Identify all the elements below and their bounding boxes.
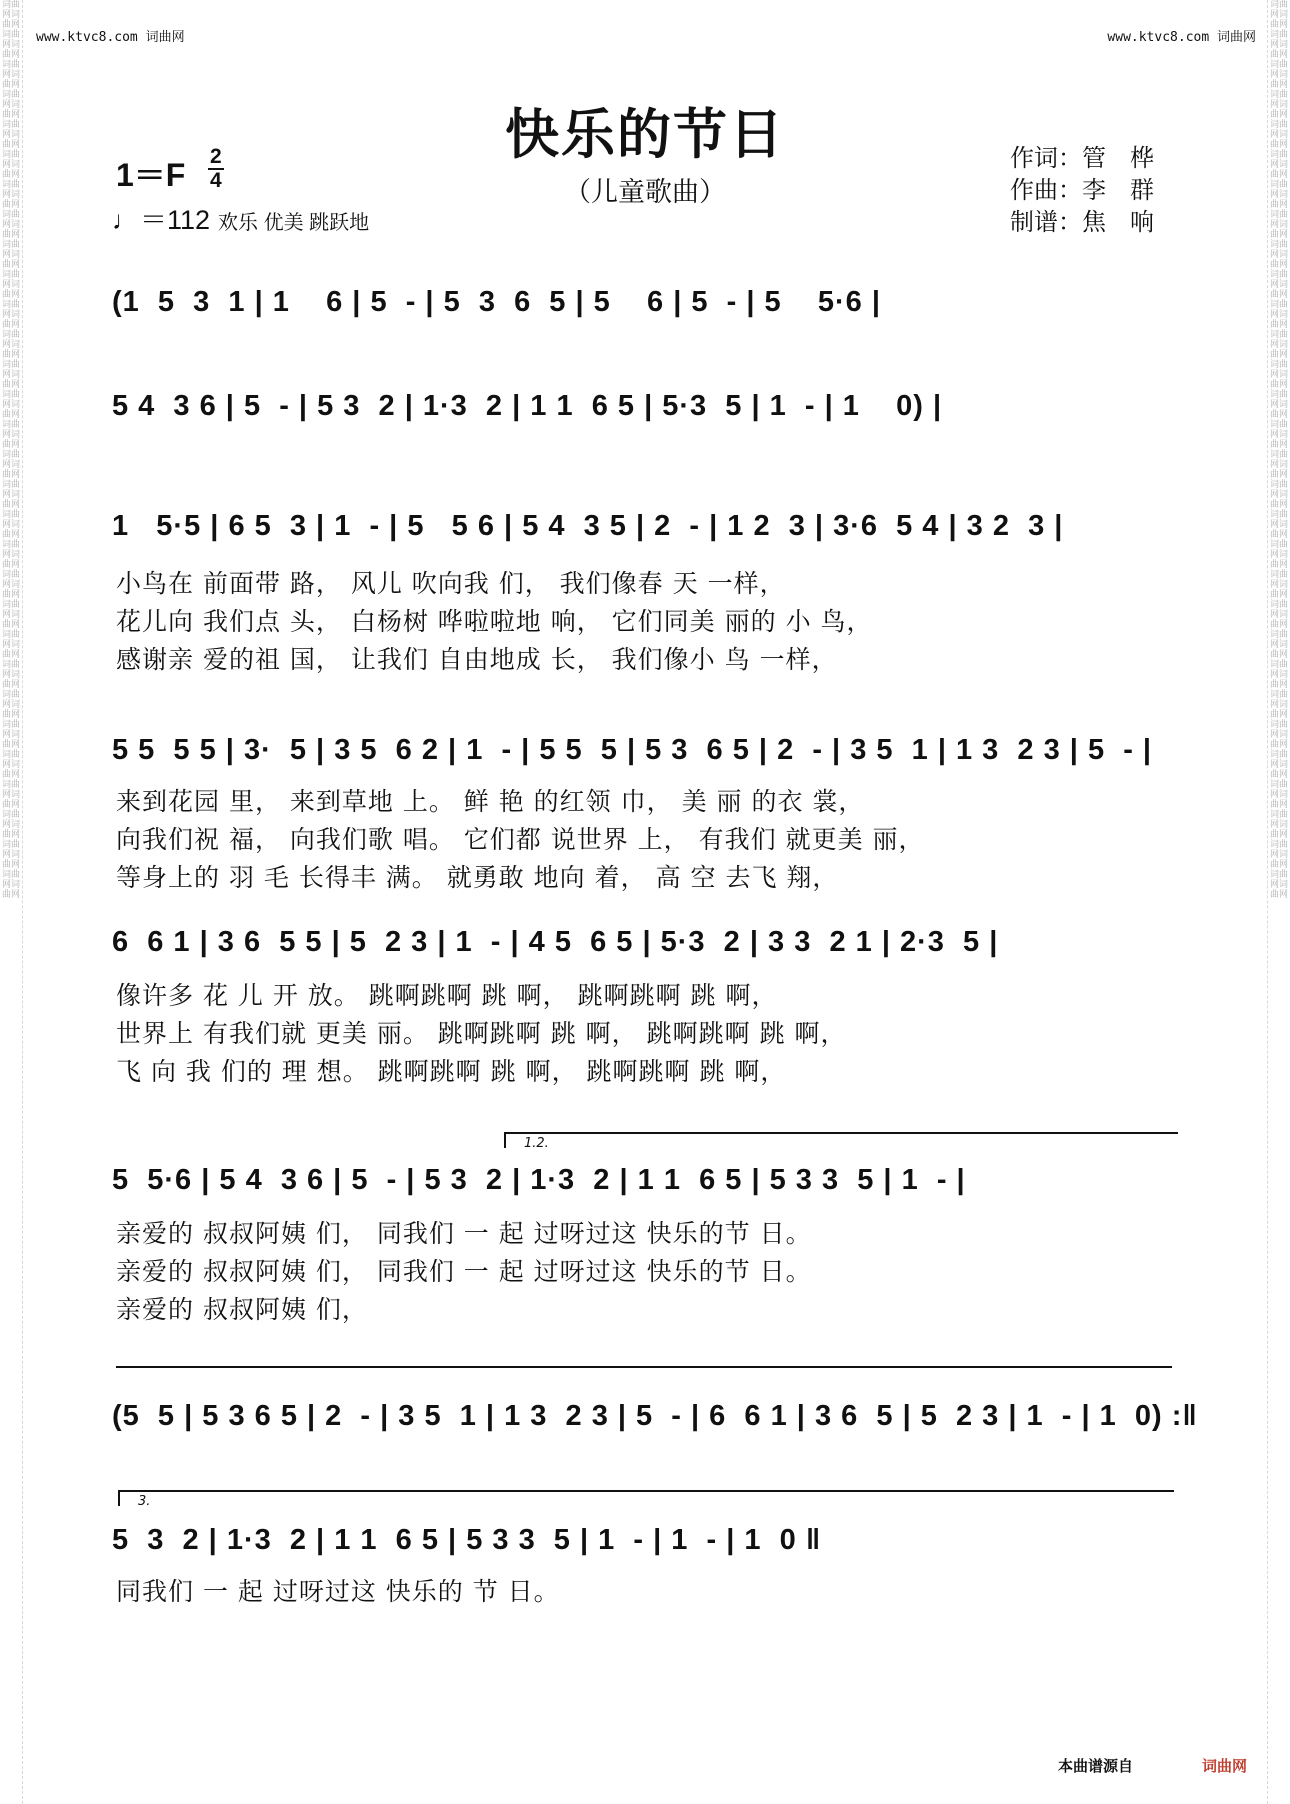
notation-line: 5 3 2 | 1·3 2 | 1 1 6 5 | 5 3 3 5 | 1 - | 1 - | 1 0 ‖ [112,1524,822,1556]
lyric-verse-1: 像许多 花 儿 开 放。 跳啊跳啊 跳 啊， 跳啊跳啊 跳 啊， [116,981,778,1010]
tempo-value: ＝112 [140,205,211,235]
lyric-verse-3: 等身上的 羽 毛 长得丰 满。 就勇敢 地向 着， 高 空 去飞 翔， [116,863,839,892]
lyric-verse-2: 亲爱的 叔叔阿姨 们， 同我们 一 起 过呀过这 快乐的节 日。 [116,1257,812,1286]
header-watermark-left: www.ktvc8.com 词曲网 [36,30,185,45]
transcriber: 制谱：焦 响 [1010,208,1154,236]
lyric-verse-1: 来到花园 里， 来到草地 上。 鲜 艳 的红领 巾， 美 丽 的衣 裳， [116,787,865,816]
credits [1010,142,1154,238]
lyric-verse-3: 飞 向 我 们的 理 想。 跳啊跳啊 跳 啊， 跳啊跳啊 跳 啊， [116,1057,787,1086]
notation-line: 5 5 5 5 | 3· 5 | 3 5 6 2 | 1 - | 5 5 5 | 5 3 6 5 | 2 - | 3 5 1 | 1 3 2 3 | 5 - | [112,734,1153,766]
notation-line: 5 4 3 6 | 5 - | 5 3 2 | 1·3 2 | 1 1 6 5 | 5·3 5 | 1 - | 1 0) | [112,390,943,422]
song-title: 快乐的节日 [505,103,785,166]
time-denominator: 4 [210,169,222,192]
expression-text: 欢乐 优美 跳跃地 [218,212,370,234]
lyric-verse-3: 感谢亲 爱的祖 国， 让我们 自由地成 长， 我们像小 鸟 一样， [116,645,838,674]
volta-bracket-1-2 [504,1132,1178,1151]
notation-line: 5 5·6 | 5 4 3 6 | 5 - | 5 3 2 | 1·3 2 | 1 1 6 5 | 5 3 3 5 | 1 - | [112,1164,966,1196]
volta-bracket-3 [118,1490,1174,1509]
lyric-verse-1: 小鸟在 前面带 路， 风儿 吹向我 们， 我们像春 天 一样， [116,569,786,598]
side-watermark-right: 词曲网词曲网词曲网词曲网词曲网词曲网词曲网词曲网词曲网词曲网词曲网词曲网词曲网词曲网词曲网词曲网词曲网词曲网词曲网词曲网词曲网词曲网词曲网词曲网词曲网词曲网词曲网词曲网词曲网词曲网词曲网词曲网词曲网词曲网词曲网词曲网词曲网词曲网词曲网词曲网词曲网词曲网词曲网词曲网词曲网词曲网词曲网词曲网词曲网词曲网词曲网词曲网词曲网词曲网词曲网词曲网词曲网词曲网词曲网词曲网 [1267,0,1290,1804]
footer-source: 本曲谱源自 [1058,1757,1134,1775]
footer-site-link[interactable]: 词曲网 [1202,1757,1248,1775]
notation-line: 6 6 1 | 3 6 5 5 | 5 2 3 | 1 - | 4 5 6 5 | 5·3 2 | 3 3 2 1 | 2·3 5 | [112,926,999,958]
song-subtitle: （儿童歌曲） [564,177,726,208]
tempo-marking [112,198,369,237]
notation-line: 1 5·5 | 6 5 3 | 1 - | 5 5 6 | 5 4 3 5 | 2 - | 1 2 3 | 3·6 5 4 | 3 2 3 | [112,510,1064,542]
notation-line: (1 5 3 1 | 1 6 | 5 - | 5 3 6 5 | 5 6 | 5 - | 5 5·6 | [112,286,881,318]
time-numerator: 2 [210,145,222,168]
composer: 作曲：李 群 [1010,176,1154,204]
side-watermark-left: 词曲网词曲网词曲网词曲网词曲网词曲网词曲网词曲网词曲网词曲网词曲网词曲网词曲网词曲网词曲网词曲网词曲网词曲网词曲网词曲网词曲网词曲网词曲网词曲网词曲网词曲网词曲网词曲网词曲网词曲网词曲网词曲网词曲网词曲网词曲网词曲网词曲网词曲网词曲网词曲网词曲网词曲网词曲网词曲网词曲网词曲网词曲网词曲网词曲网词曲网词曲网词曲网词曲网词曲网词曲网词曲网词曲网词曲网词曲网词曲网 [0,0,23,1804]
lyric-verse-2: 花儿向 我们点 头， 白杨树 哗啦啦地 响， 它们同美 丽的 小 鸟， [116,607,873,636]
time-signature [208,146,224,192]
lyricist: 作词：管 桦 [1010,144,1154,172]
key-signature: 1＝F [116,157,186,193]
lyric-verse-2: 世界上 有我们就 更美 丽。 跳啊跳啊 跳 啊， 跳啊跳啊 跳 啊， [116,1019,847,1048]
header-watermark-right: www.ktvc8.com 词曲网 [1107,30,1256,45]
quarter-note-icon: ♩ [112,205,138,235]
lyric-verse-1: 亲爱的 叔叔阿姨 们， 同我们 一 起 过呀过这 快乐的节 日。 [116,1219,812,1248]
volta-label: 3. [138,1494,151,1509]
lyric-verse-3: 亲爱的 叔叔阿姨 们， [116,1295,368,1324]
notation-line: (5 5 | 5 3 6 5 | 2 - | 3 5 1 | 1 3 2 3 | 5 - | 6 6 1 | 3 6 5 | 5 2 3 | 1 - | 1 0) :‖ [112,1400,1198,1432]
volta-label: 1.2. [524,1136,549,1151]
interlude-bracket [116,1366,1172,1368]
lyric-verse-1: 同我们 一 起 过呀过这 快乐的 节 日。 [116,1577,560,1606]
lyric-verse-2: 向我们祝 福， 向我们歌 唱。 它们都 说世界 上， 有我们 就更美 丽， [116,825,925,854]
